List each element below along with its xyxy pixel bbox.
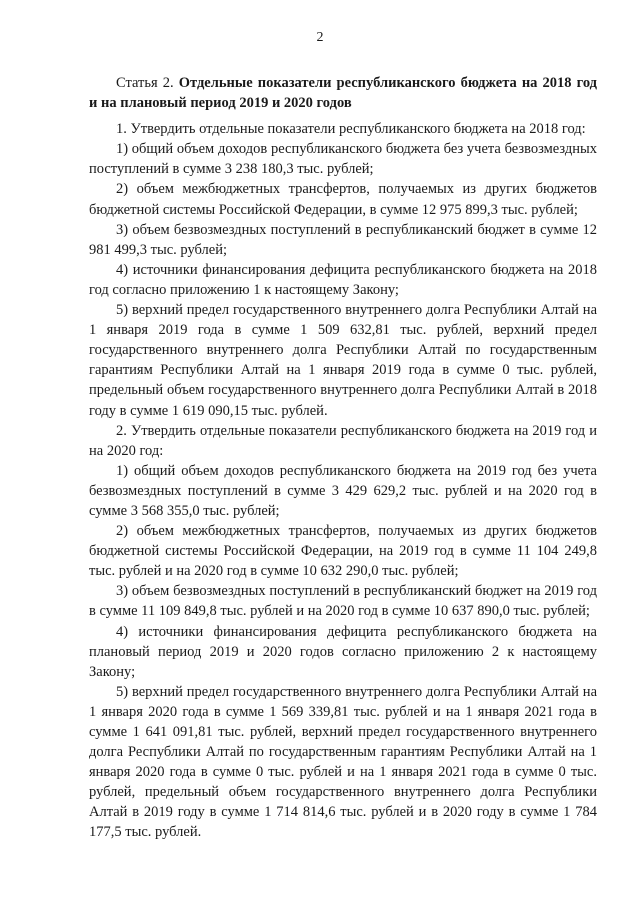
paragraph-1-item-4: 4) источники финансирования дефицита республиканского бюджета на 2018 год согласно приложению 1 к настоящему Закону;: [89, 261, 597, 298]
paragraph-2: 2. Утвердить отдельные показатели республиканского бюджета на 2019 год и на 2020 год:: [89, 422, 597, 459]
page-number: 2: [316, 30, 324, 45]
paragraph-2-item-2: 2) объем межбюджетных трансфертов, получаемых из других бюджетов бюджетной системы Российской Федерации, на 2019 год в сумме 11 104 249,8 тыс. рублей и на 2020 год в сумме 10 632 290,0 тыс. рублей;: [89, 523, 597, 580]
paragraph-1-item-1: 1) общий объем доходов республиканского бюджета без учета безвозмездных поступлений в сумме 3 238 180,3 тыс. рублей;: [89, 141, 597, 178]
article-label: Статья 2.: [116, 75, 174, 91]
paragraph-1: 1. Утвердить отдельные показатели республиканского бюджета на 2018 год:: [116, 121, 586, 138]
document-body: [89, 73, 597, 843]
article-heading: [89, 73, 597, 113]
paragraph-2-item-4: 4) источники финансирования дефицита республиканского бюджета на плановый период 2019 и 2020 годов согласно приложению 2 к настоящему Закону;: [89, 623, 597, 680]
article-title: Отдельные показатели республиканского бюджета на 2018 год и на плановый период 2019 и 2020 годов: [89, 75, 597, 112]
paragraph-1-item-3: 3) объем безвозмездных поступлений в республиканский бюджет в сумме 12 981 499,3 тыс. рублей;: [89, 221, 597, 258]
paragraph-2-item-5: 5) верхний предел государственного внутреннего долга Республики Алтай на 1 января 2020 года в сумме 1 569 339,81 тыс. рублей и на 1 января 2021 года в сумме 1 641 091,81 тыс. рублей, верхний предел государственного внутреннего долга Республики Алтай по государственным гарантиям Республики Алтай на 1 января 2020 года в сумме 0 тыс. рублей и на 1 января 2021 года в сумме 0 тыс. рублей, предельный объем государственного внутреннего долга Республики Алтай в 2019 году в сумме 1 714 814,6 тыс. рублей и в 2020 году в сумме 1 784 177,5 тыс. рублей.: [89, 683, 597, 841]
paragraph-2-item-1: 1) общий объем доходов республиканского бюджета на 2019 год без учета безвозмездных поступлений в сумме 3 429 629,2 тыс. рублей и на 2020 год в сумме 3 568 355,0 тыс. рублей;: [89, 462, 597, 519]
paragraph-1-item-2: 2) объем межбюджетных трансфертов, получаемых из других бюджетов бюджетной системы Российской Федерации, в сумме 12 975 899,3 тыс. рублей;: [89, 181, 597, 218]
paragraph-2-item-3: 3) объем безвозмездных поступлений в республиканский бюджет на 2019 год в сумме 11 109 849,8 тыс. рублей и на 2020 год в сумме 10 637 890,0 тыс. рублей;: [89, 583, 597, 620]
paragraph-1-item-5: 5) верхний предел государственного внутреннего долга Республики Алтай на 1 января 2019 года в сумме 1 509 632,81 тыс. рублей, верхний предел государственного внутреннего долга Республики Алтай по государственным гарантиям Республики Алтай на 1 января 2019 года в сумме 0 тыс. рублей, предельный объем государственного внутреннего долга Республики Алтай в 2018 году в сумме 1 619 090,15 тыс. рублей.: [89, 302, 597, 419]
